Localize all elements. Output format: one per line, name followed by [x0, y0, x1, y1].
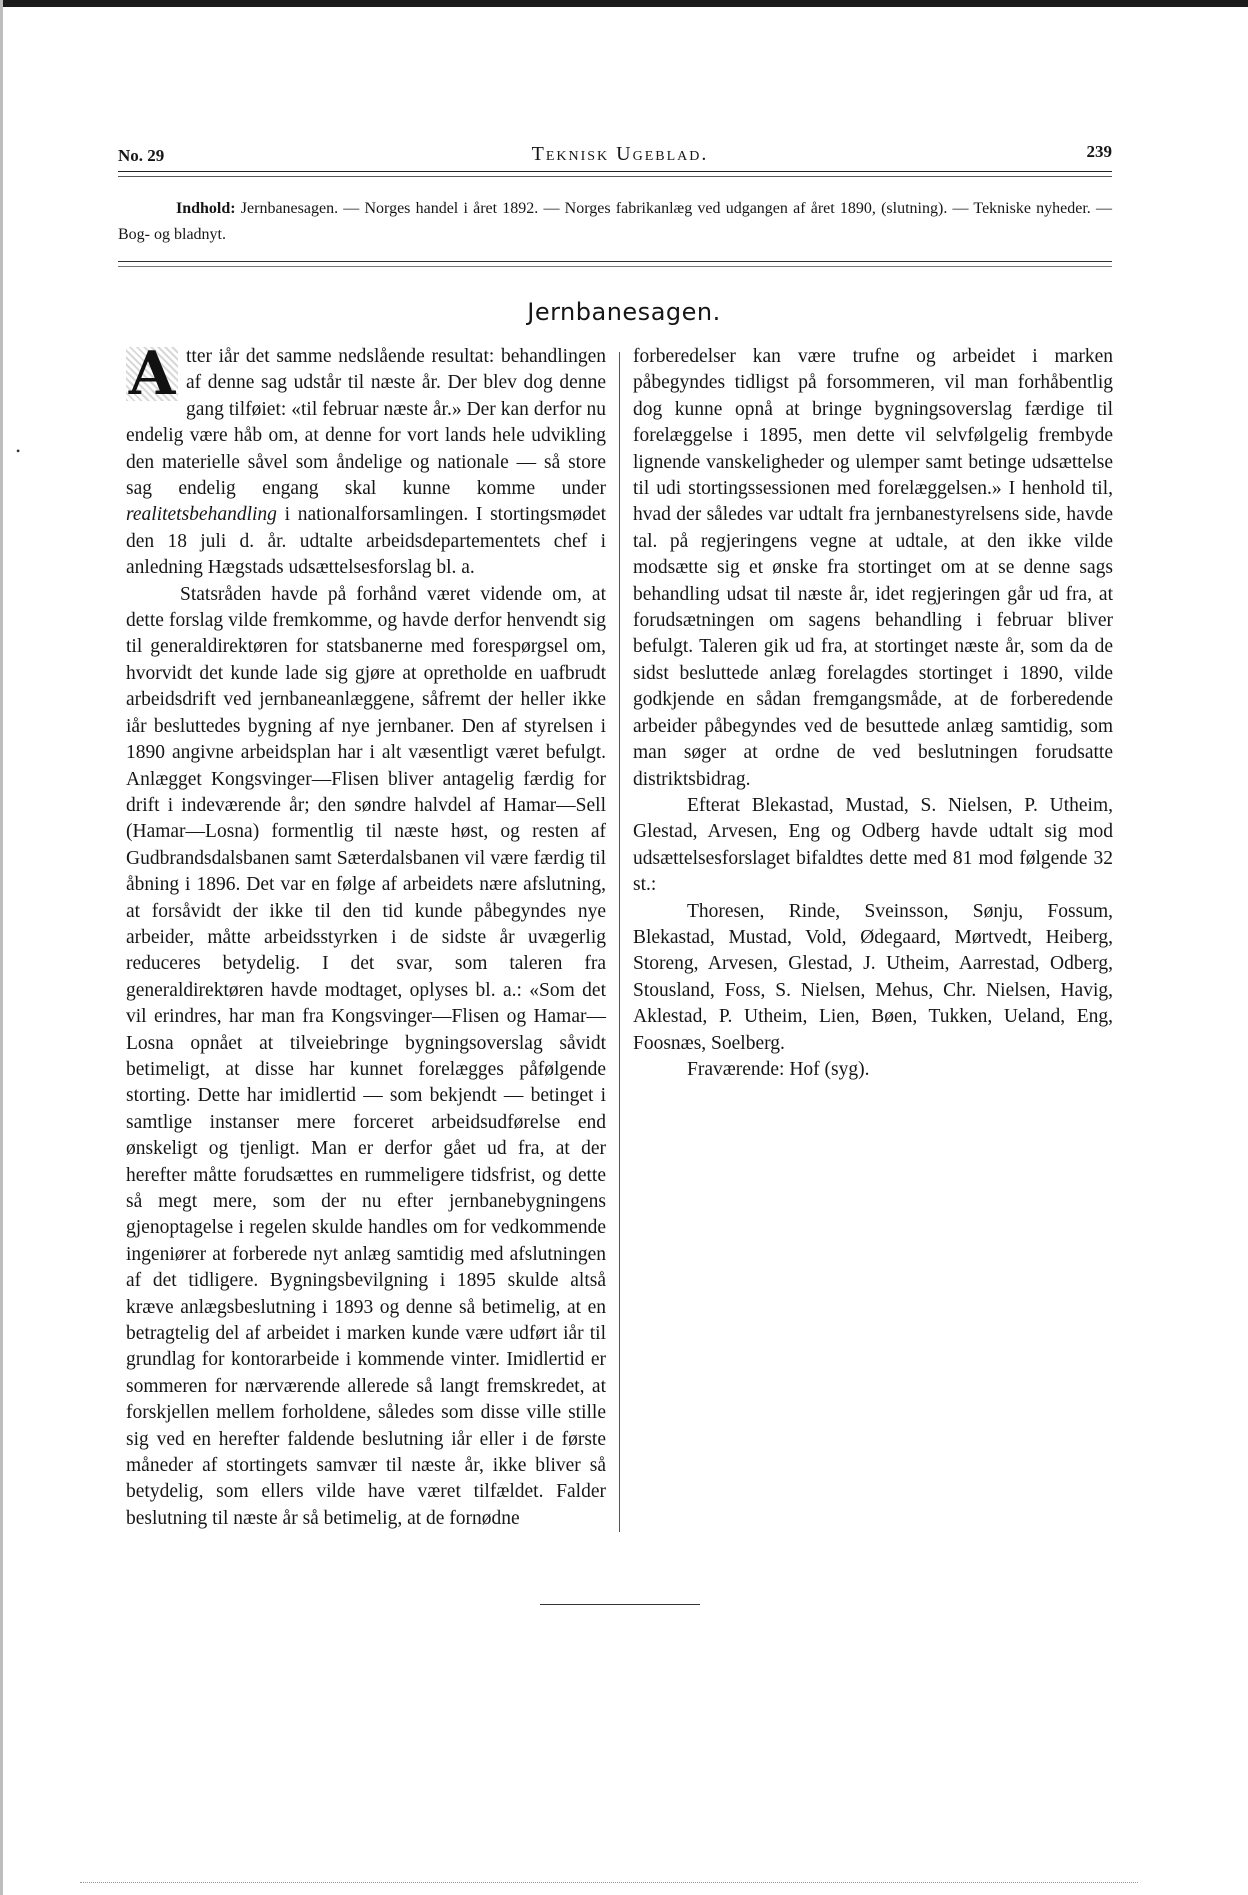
article-body-left-column — [126, 339, 607, 1532]
issue-number: No. 29 — [118, 146, 165, 165]
scan-left-edge — [0, 0, 3, 1895]
contents-rule — [118, 261, 1112, 262]
journal-title: Teknisk Ugeblad. — [531, 143, 709, 165]
contents-text: Jernbanesagen. — Norges handel i året 1892. — Norges fabrikanlæg ved udgangen af året 1890, (slutning). — Tekniske nyheder. — Bog- og bladnyt. — [118, 200, 1112, 243]
paragraph-5-absent: Fraværende: Hof (syg). — [687, 1058, 870, 1080]
paragraph-2-part-2: forberedelser kan være trufne og arbeidet i marken påbegyndes tidligst på forsommeren, vil man forhåbentlig dog kunne opnå at bringe bygningsoverslag færdige til forelæggelse i 1895, men dette vil selvfølgelig frembyde lignende vanskeligheder og ulemper samt betinge udsættelse til udi stortingssessionen med forelæggelsen.» I henhold til, hvad der således var udtalt fra jernbanestyrelsens side, havde tal. på regjeringens vegne at udtale, at den ikke vilde modsætte sig et ønske fra stortinget om at se denne sags behandling udsat til næste år, idet regjeringen går ud fra, at forudsætningen om sagens behandling i februar bliver befulgt. Taleren gik ud fra, at stortinget næste år, som da de sidst besluttede anlæg forelagdes stortinget i 1890, vilde godkjende en sådan fremgangsmåde, at de forberedende arbeider påbegyndes ved de besuttede anlæg samtidig, som man søger at ordne de ved beslutningen forudsatte distriktsbidrag. — [633, 346, 1113, 790]
paragraph-1 — [126, 339, 607, 582]
contents-label: Indhold: — [176, 200, 236, 217]
drop-cap: A — [126, 347, 178, 401]
header-rule — [118, 171, 1112, 172]
header-rule-thin — [118, 176, 1112, 177]
paragraph-2-text: Statsråden havde på forhånd været vidende om, at dette forslag vilde fremkomme, og havde derfor henvendt sig til generaldirektøren for statsbanerne med forespørgsel om, hvorvidt det kunde lade sig gjøre at opretholde en uafbrudt arbeidsdrift ved jernbaneanlæggene, såfremt der heller ikke iår besluttedes bygning af nye jernbaner. Den af styrelsen i 1890 angivne arbeidsplan har i alt væsentligt været befulgt. Anlægget Kongsvinger—Flisen bliver antagelig færdig for drift i indeværende år; den søndre halvdel af Hamar—Sell (Hamar—Losna) formentlig til næste høst, og resten af Gudbrandsdalsbanen samt Sæterdalsbanen vil være færdig til åbning i 1896. Det var en følge af arbeidets nære afslutning, at forsåvidt der ikke til den tid kunde påbegyndes nye arbeider, måtte arbeidsstyrken i de sidste år uvægerlig reduceres betydelig. I det svar, som taleren fra generaldirektøren havde modtaget, oplyses bl. a.: «Som det vil erindres, har man fra Kongsvinger—Flisen og Hamar—Losna opnået at tilveiebringe bygningsoverslag såvidt betimeligt, at disse har kunnet forelægges påfølgende storting. Dette har imidlertid — som bekjendt — betinget i samtlige instanser mere forceret arbeidsudførelse end ønskeligt og tjenligt. Man er derfor gået ud fra, at der herefter måtte forudsættes en rummeligere tidsfrist, og dette så megt mere, som der nu efter jernbanebygningens gjenoptagelse i regelen skulde handles om for vedkommende ingeniører at forberede nyt anlæg samtidig med afslutningen af det tidligere. Bygningsbevilgning i 1895 skulde altså kræve anlægsbeslutning i 1893 og denne så betimelig, at en betragtelig del af arbeidet i marken kunde være udført iår til grundlag for kontorarbeide i kommende vinter. Imidlertid er sommeren for nærværende allerede så langt fremskredet, at forskjellen mellem forholdene, således som disse ville stille sig ved en herefter faldende beslutning iår eller i de første måneder af stortingets samvær til næste år, ikke bliver så betydelig, som ellers vilde have været tilfældet. Falder beslutning til næste år så betimelig, at de fornødne — [126, 583, 606, 1529]
paragraph-1-tail: i nationalforsamlingen. I stortingsmødet den 18 juli d. år. udtalte arbeidsdepartementets chef i anledning Hægstads udsættelsesforslag bl. a. — [126, 504, 607, 579]
paragraph-1-lead: tter iår det samme nedslående resultat: behandlingen af denne sag udstår til næste år. Der blev dog denne gang tilføiet: «til februar næste år.» Der kan derfor nu endelig være håb om, at denne for vort lands hele udvikling den materielle såvel som åndelige og nationale — så store sag endelig engang skal kunne komme under — [126, 346, 606, 500]
scan-top-edge — [0, 0, 1248, 7]
column-divider — [619, 352, 620, 1532]
article-end-rule — [540, 1604, 700, 1605]
paragraph-3: Efterat Blekastad, Mustad, S. Nielsen, P. Utheim, Glestad, Arvesen, Eng og Odberg havde udtalt sig mod udsættelsesforslaget bifaldtes dette med 81 mod følgende 32 st.: — [633, 794, 1113, 896]
page-number: 239 — [1086, 142, 1112, 161]
article-body-right-column — [633, 344, 1113, 1083]
paragraph-4-vote-list: Thoresen, Rinde, Sveinsson, Sønju, Fossum, Blekastad, Mustad, Vold, Ødegaard, Mørtvedt, Heiberg, Storeng, Arvesen, Glestad, J. Utheim, Aarrestad, Odberg, Stousland, Foss, S. Nielsen, Mehus, Chr. Nielsen, Havig, Aklestad, P. Utheim, Lien, Bøen, Tukken, Ueland, Eng, Foosnæs, Soelberg. — [633, 900, 1113, 1054]
table-of-contents — [118, 196, 1112, 248]
contents-rule-thin — [118, 266, 1112, 267]
article-title: Jernbanesagen. — [527, 298, 721, 326]
scan-bottom-mark — [80, 1882, 1138, 1883]
paragraph-1-italic: realitetsbehandling — [126, 504, 277, 526]
paragraph-2-part-1 — [126, 582, 606, 1533]
scan-mark: • — [16, 444, 21, 458]
